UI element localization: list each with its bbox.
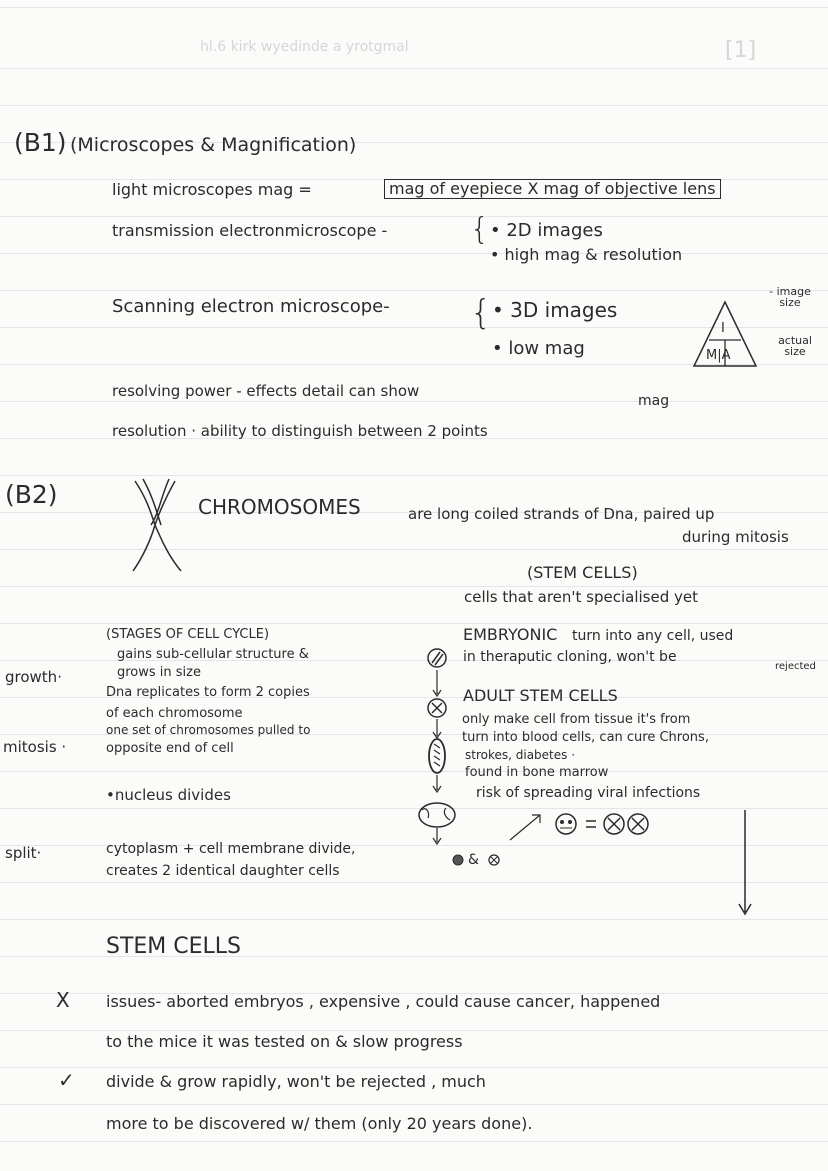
image-size-label: - image size xyxy=(769,285,811,309)
triangle-bottom: M|A xyxy=(706,348,731,363)
pros-text-1: divide & grow rapidly, won't be rejected , much xyxy=(106,1072,486,1091)
viral-infection-diagram-icon xyxy=(510,800,710,860)
cons-mark: X xyxy=(56,988,70,1012)
chromosome-icon xyxy=(125,475,195,575)
adult-stem-title: ADULT STEM CELLS xyxy=(463,686,618,705)
section-label-b1: (B1) xyxy=(14,128,67,157)
faint-header-text: hl.6 kirk wyedinde a yrotgmal xyxy=(200,39,409,55)
growth-text-2: grows in size xyxy=(117,665,201,680)
chromosomes-text: are long coiled strands of Dna, paired up xyxy=(408,505,715,523)
chromosomes-title: CHROMOSOMES xyxy=(198,495,361,519)
mitosis-text-1: one set of chromosomes pulled to xyxy=(106,723,311,737)
split-text-2: creates 2 identical daughter cells xyxy=(106,863,340,879)
embryonic-text-3: rejected xyxy=(775,661,816,672)
stem-cells-title: STEM CELLS xyxy=(106,934,242,959)
resolving-power-text: resolving power - effects detail can show xyxy=(112,382,420,400)
nucleus-divides-text: •nucleus divides xyxy=(106,786,231,804)
split-label: split· xyxy=(5,844,42,862)
tem-text: transmission electronmicroscope - xyxy=(112,221,388,240)
embryonic-text-1: turn into any cell, used xyxy=(572,628,734,644)
cons-text-1: issues- aborted embryos , expensive , could cause cancer, happened xyxy=(106,992,661,1011)
resolution-text: resolution · ability to distinguish between 2 points xyxy=(112,422,488,440)
tem-point-2: • high mag & resolution xyxy=(490,245,683,264)
stem-cells-definition: cells that aren't specialised yet xyxy=(464,588,698,606)
mag-note: mag xyxy=(638,393,670,409)
tem-point-1: • 2D images xyxy=(490,220,603,241)
down-arrow-icon xyxy=(735,808,755,918)
b1-title: (Microscopes & Magnification) xyxy=(70,134,357,156)
daughter-cells-icon xyxy=(450,850,510,870)
triangle-top: I xyxy=(721,321,725,336)
chromosomes-text-2: during mitosis xyxy=(682,528,789,546)
growth-text-3: Dna replicates to form 2 copies xyxy=(106,685,310,700)
ampersand-text: & xyxy=(468,852,479,868)
split-text-1: cytoplasm + cell membrane divide, xyxy=(106,841,356,857)
mitosis-label: mitosis · xyxy=(3,738,67,756)
adult-text-3: strokes, diabetes · xyxy=(465,748,576,762)
growth-text-4: of each chromosome xyxy=(106,706,243,721)
mitosis-text-2: opposite end of cell xyxy=(106,741,234,756)
section-label-b2: (B2) xyxy=(5,480,58,509)
embryonic-text-2: in theraputic cloning, won't be xyxy=(463,649,677,665)
pros-text-2: more to be discovered w/ them (only 20 years done). xyxy=(106,1114,533,1133)
sem-point-1: • 3D images xyxy=(492,298,618,322)
cell-cycle-diagram-icon xyxy=(412,630,462,870)
cons-text-2: to the mice it was tested on & slow progress xyxy=(106,1032,463,1051)
stem-cells-heading: (STEM CELLS) xyxy=(527,563,638,582)
brace-icon: { xyxy=(470,212,490,247)
magnification-formula: mag of eyepiece X mag of objective lens xyxy=(384,179,721,199)
pros-mark: ✓ xyxy=(58,1068,75,1092)
adult-text-4: found in bone marrow xyxy=(465,765,609,780)
light-microscope-text: light microscopes mag = xyxy=(112,180,312,199)
faint-corner-text: [1] xyxy=(725,38,757,63)
growth-text-1: gains sub-cellular structure & xyxy=(117,647,309,662)
embryonic-title: EMBRYONIC xyxy=(463,625,558,644)
cell-cycle-heading: (STAGES OF CELL CYCLE) xyxy=(106,627,270,642)
sem-text: Scanning electron microscope- xyxy=(112,296,390,317)
sem-point-2: • low mag xyxy=(492,338,585,359)
growth-label: growth· xyxy=(5,668,62,686)
adult-text-5: risk of spreading viral infections xyxy=(476,785,701,801)
adult-text-1: only make cell from tissue it's from xyxy=(462,712,691,727)
brace-icon: { xyxy=(470,293,492,333)
actual-size-label: actual size xyxy=(778,334,812,358)
adult-text-2: turn into blood cells, can cure Chrons, xyxy=(462,730,709,745)
